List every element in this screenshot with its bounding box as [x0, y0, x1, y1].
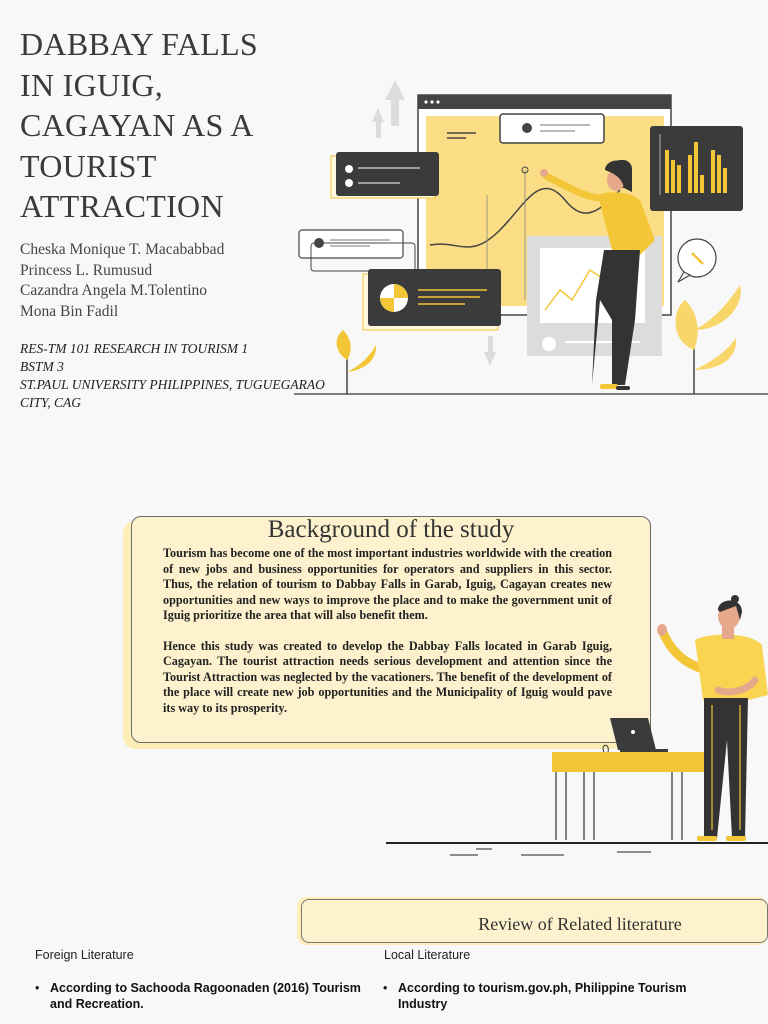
author-name: Mona Bin Fadil — [20, 302, 119, 320]
bullet-icon: • — [35, 981, 40, 995]
bullet-icon: • — [383, 981, 388, 995]
title-line: IN IGUIG, — [20, 66, 164, 103]
list-item-text: According to tourism.gov.ph, Philippine Tourism Industry — [398, 981, 687, 1011]
presenter-illustration — [386, 590, 768, 860]
author-name: Princess L. Rumusud — [20, 261, 153, 279]
presentation-illustration — [292, 72, 768, 402]
page-title — [20, 24, 310, 227]
background-title: Background of the study — [267, 516, 515, 543]
arrow-down-icon — [484, 336, 496, 366]
author-name: Cheska Monique T. Macababbad — [20, 241, 225, 258]
course-line: BSTM 3 — [20, 359, 64, 374]
course-line: CITY, CAG — [20, 395, 82, 410]
paragraph: Hence this study was created to develop the Dabbay Falls located in Garab Iguig, Cagayan. The tourist attraction needs serious development and attention since the Tourist Attraction was neglected by the vacationers. The benefit of the development of the place will create new job opportunities and the Municipality of Iguig would pave its way to its prosperity. — [163, 638, 612, 715]
title-line: TOURIST — [20, 147, 157, 184]
title-line: DABBAY FALLS — [20, 26, 259, 62]
list-item-text: According to Sachooda Ragoonaden (2016) Tourism and Recreation. — [50, 981, 361, 1011]
foreign-literature-heading: Foreign Literature — [35, 948, 134, 962]
course-line: RES-TM 101 RESEARCH IN TOURISM 1 — [20, 341, 249, 356]
paragraph: Tourism has become one of the most important industries worldwide with the creation of new jobs and business opportunities for operators and suppliers in this sector. Thus, the relation of tourism to Dabbay Falls in Garab, Iguig, Cagayan creates new opportunities and new ways to improve the place and to make the government unit of Iguig prioritize the area that will also benefit them. — [163, 546, 612, 622]
local-literature-heading: Local Literature — [384, 948, 471, 962]
man-figure — [657, 595, 768, 841]
title-line: ATTRACTION — [20, 188, 224, 224]
local-literature-item — [383, 980, 738, 1012]
author-list — [20, 240, 320, 322]
author-name: Cazandra Angela M.Tolentino — [20, 282, 208, 299]
foreign-literature-item — [35, 980, 380, 1012]
course-line: ST.PAUL UNIVERSITY PHILIPPINES, TUGUEGARAO — [20, 377, 325, 392]
laptop-icon — [603, 718, 668, 752]
arrow-up-icon — [372, 80, 405, 138]
rrl-title: Review of Related literature — [478, 914, 682, 934]
plant-icon — [675, 285, 740, 394]
plant-icon — [337, 330, 376, 394]
title-line: CAGAYAN AS A — [20, 107, 254, 143]
